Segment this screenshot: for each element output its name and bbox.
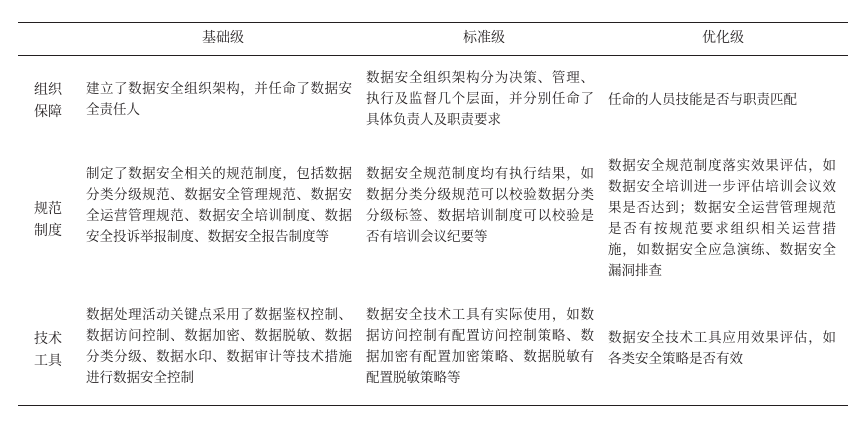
row-label-line: 保障 (34, 104, 62, 120)
row-label-technology (18, 328, 78, 372)
table-cell-optimized: 数据安全规范制度落实效果评估，如数据安全培训进一步评估培训会议效果是否达到；数据安全运营管理规范是否有按规范要求组织相关运营措施，如数据安全应急演练、数据安全漏洞排查 (608, 158, 836, 279)
maturity-table (18, 0, 848, 429)
row-label-line: 组织 (34, 82, 62, 98)
table-cell-optimized: 任命的人员技能是否与职责匹配 (608, 92, 797, 108)
table-cell-basic: 制定了数据安全相关的规范制度，包括数据分类分级规范、数据安全管理规范、数据安全运营管理规范、数据安全培训制度、数据安全投诉举报制度、数据安全报告制度等 (86, 166, 352, 245)
header-optimized-level: 优化级 (702, 30, 744, 46)
table-cell-optimized: 数据安全技术工具应用效果评估，如各类安全策略是否有效 (608, 330, 836, 367)
row-label-line: 工具 (34, 353, 62, 369)
row-label-regulation (18, 198, 78, 242)
table-cell-standard: 数据安全规范制度均有执行结果，如数据分类分级规范可以校验数据分类分级标签、数据培训制度可以校验是否有培训会议纪要等 (366, 166, 594, 245)
row-label-line: 技术 (34, 331, 62, 347)
row-label-organization (18, 79, 78, 123)
table-cell-basic: 建立了数据安全组织架构，并任命了数据安全责任人 (86, 81, 352, 118)
row-label-line: 规范 (34, 201, 62, 217)
table-cell-basic: 数据处理活动关键点采用了数据鉴权控制、数据访问控制、数据加密、数据脱敏、数据分类分级、数据水印、数据审计等技术措施进行数据安全控制 (86, 307, 352, 386)
table-bottom-rule (18, 405, 848, 406)
header-basic-level: 基础级 (202, 30, 244, 46)
header-standard-level: 标准级 (463, 30, 505, 46)
table-header-rule (18, 55, 848, 56)
table-cell-standard: 数据安全技术工具有实际使用，如数据访问控制有配置访问控制策略、数据加密有配置加密策略、数据脱敏有配置脱敏策略等 (366, 307, 594, 386)
row-label-line: 制度 (34, 223, 62, 239)
table-cell-standard: 数据安全组织架构分为决策、管理、执行及监督几个层面，并分别任命了具体负责人及职责要求 (366, 70, 594, 128)
